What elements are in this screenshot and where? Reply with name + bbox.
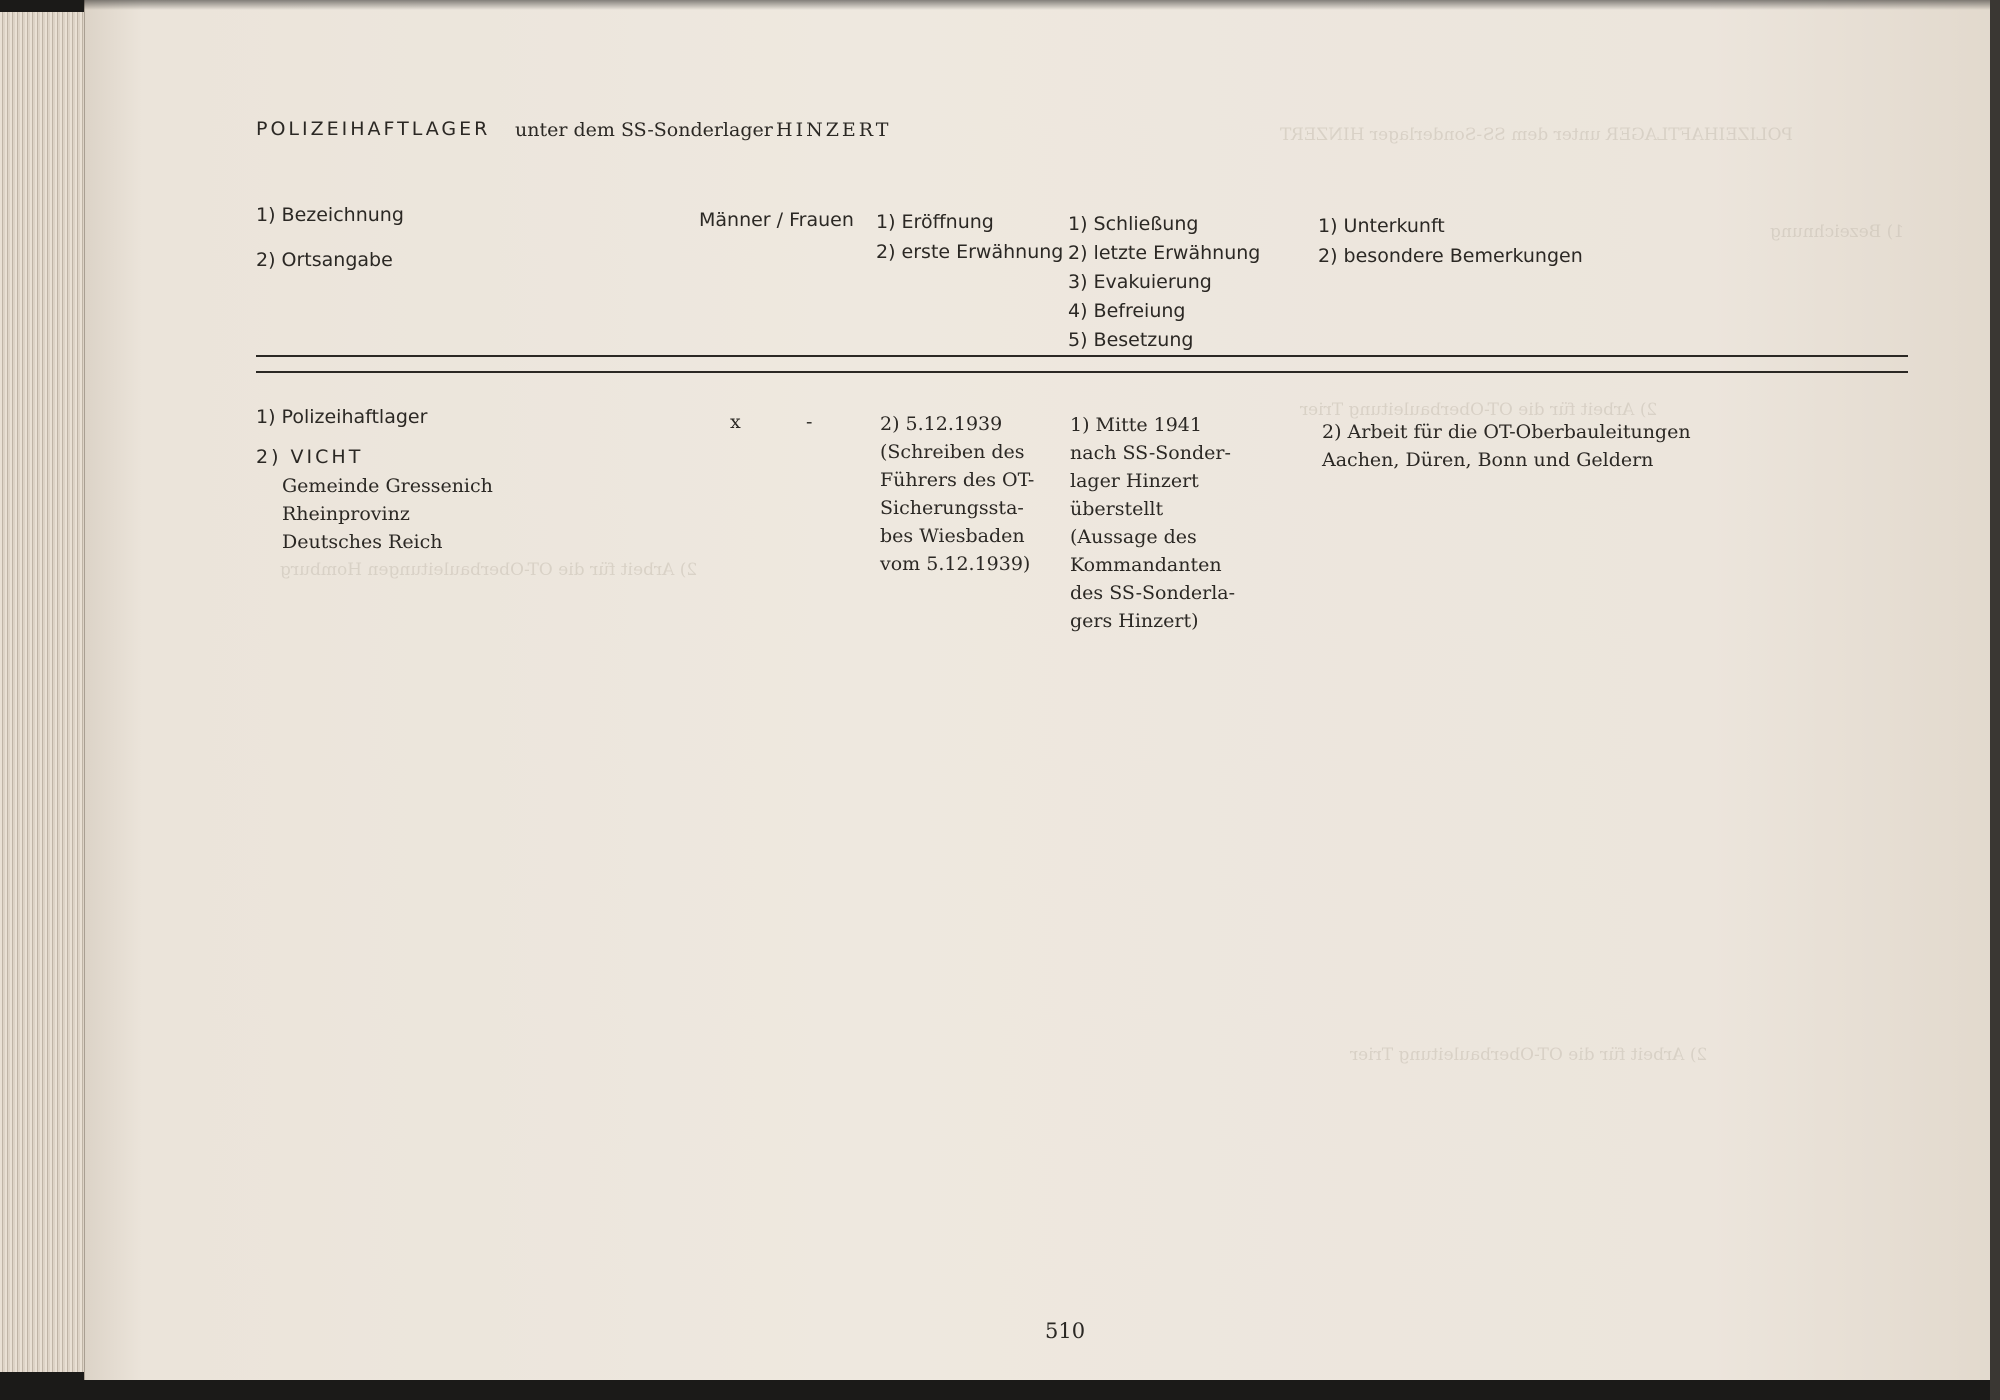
header-liberation: 4) Befreiung [1068,300,1186,322]
header-closing: 1) Schließung [1068,213,1199,235]
entry-women-mark: - [806,411,813,433]
header-accommodation: 1) Unterkunft [1318,215,1445,237]
bleed-through-text: 2) Arbeit für die OT-Oberbauleitungen Homburg [280,560,698,580]
bleed-through-text: 1) Bezeichnung [1770,222,1905,242]
bleed-through-text: 2) Arbeit für die OT-Oberbauleitung Trier [1300,400,1658,420]
book-page-edges [0,12,94,1372]
header-last-mention: 2) letzte Erwähnung [1068,242,1261,264]
entry-closing: 1) Mitte 1941 nach SS-Sonder- lager Hinzert überstellt (Aussage des Kommandanten des SS-Sonderla- gers Hinzert) [1070,414,1236,632]
page-number: 510 [1045,1319,1086,1343]
header-designation: 1) Bezeichnung [256,204,404,226]
header-evacuation: 3) Evakuierung [1068,271,1212,293]
bleed-through-text: 2) Arbeit für die OT-Oberbauleitung Trier [1350,1045,1708,1065]
header-location: 2) Ortsangabe [256,249,393,271]
scan-border [1990,0,2000,1400]
header-remarks: 2) besondere Bemerkungen [1318,245,1583,267]
header-opening: 1) Eröffnung [876,211,994,233]
entry-opening: 2) 5.12.1939 (Schreiben des Führers des OT- Sicherungssta- bes Wiesbaden vom 5.12.1939) [880,413,1035,575]
header-rule [256,355,1908,357]
section-subtitle: unter dem SS-Sonderlager [515,119,773,141]
header-men-women: Männer / Frauen [699,209,854,231]
page-shadow [84,0,1996,10]
entry-remarks: 2) Arbeit für die OT-Oberbauleitungen Aachen, Düren, Bonn und Geldern [1322,421,1691,471]
header-rule-second [256,371,1908,373]
entry-designation: 1) Polizeihaftlager [256,406,428,428]
entry-men-mark: x [730,411,741,433]
entry-place: 2) VICHT [256,446,364,468]
bleed-through-text: POLIZEIHAFTLAGER unter dem SS-Sonderlager HINZERT [1280,125,1793,145]
entry-location-lines: Gemeinde Gressenich Rheinprovinz Deutsches Reich [282,475,493,553]
section-title: POLIZEIHAFTLAGER [256,118,491,140]
header-occupation: 5) Besetzung [1068,329,1194,351]
camp-name: HINZERT [776,119,892,141]
header-first-mention: 2) erste Erwähnung [876,241,1064,263]
